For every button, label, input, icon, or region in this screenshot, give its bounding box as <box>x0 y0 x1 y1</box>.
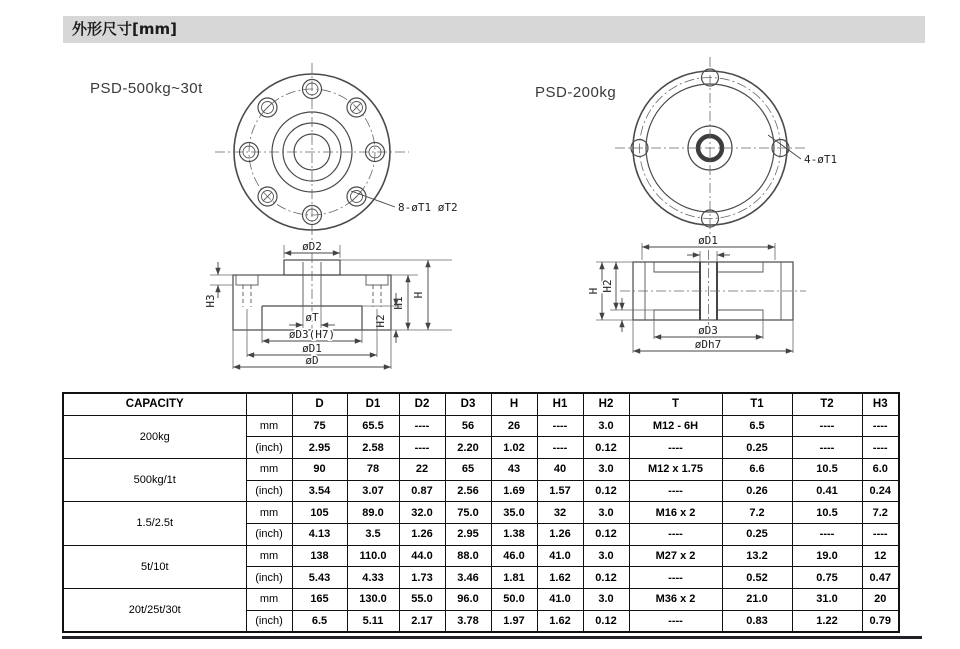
unit-cell: mm <box>246 458 292 480</box>
cell: 1.57 <box>537 480 583 502</box>
cell: 0.47 <box>862 567 899 589</box>
cell: 3.78 <box>445 610 491 632</box>
cell: 88.0 <box>445 545 491 567</box>
cell: 0.41 <box>792 480 862 502</box>
dim-label-h: H <box>412 291 425 299</box>
cell: 2.20 <box>445 437 491 459</box>
cell: 12 <box>862 545 899 567</box>
cell: 0.83 <box>722 610 792 632</box>
drawing-title-left: PSD-500kg~30t <box>90 80 203 97</box>
cell: 6.6 <box>722 458 792 480</box>
col-header-t1: T1 <box>722 393 792 415</box>
col-header-d2: D2 <box>399 393 445 415</box>
dim-label-d1: øD1 <box>698 234 718 247</box>
cell: 105 <box>292 502 347 524</box>
col-header-t2: T2 <box>792 393 862 415</box>
cell: 65.5 <box>347 415 399 437</box>
cell: 4.33 <box>347 567 399 589</box>
dim-label-h2: H2 <box>374 314 387 328</box>
cell: 3.07 <box>347 480 399 502</box>
col-header-h3: H3 <box>862 393 899 415</box>
cell: 2.58 <box>347 437 399 459</box>
cell: 0.12 <box>583 437 629 459</box>
cell: 41.0 <box>537 589 583 611</box>
top-view-flange-4hole <box>615 57 837 243</box>
table-row <box>63 545 899 567</box>
cell: ---- <box>629 610 722 632</box>
col-header-d: D <box>292 393 347 415</box>
cell: 1.62 <box>537 567 583 589</box>
cell: 32 <box>537 502 583 524</box>
cell: 3.54 <box>292 480 347 502</box>
cell: 0.24 <box>862 480 899 502</box>
cell: 3.5 <box>347 523 399 545</box>
cell: 1.73 <box>399 567 445 589</box>
dim-label-t: øT <box>305 311 319 324</box>
cell: 2.95 <box>445 523 491 545</box>
col-header-d1: D1 <box>347 393 399 415</box>
cell: 10.5 <box>792 458 862 480</box>
cell: 35.0 <box>491 502 537 524</box>
cell: 31.0 <box>792 589 862 611</box>
cell: 6.5 <box>292 610 347 632</box>
dim-label-h: H <box>587 287 600 295</box>
cell: 65 <box>445 458 491 480</box>
cell: 0.87 <box>399 480 445 502</box>
cell: ---- <box>862 523 899 545</box>
col-header-t: T <box>629 393 722 415</box>
col-header-d3: D3 <box>445 393 491 415</box>
cell: 22 <box>399 458 445 480</box>
dim-label-d3: øD3 <box>698 324 718 337</box>
cell: 43 <box>491 458 537 480</box>
cell: 7.2 <box>862 502 899 524</box>
capacity-cell: 500kg/1t <box>63 458 246 501</box>
cell: 78 <box>347 458 399 480</box>
cell: 75.0 <box>445 502 491 524</box>
cell: 50.0 <box>491 589 537 611</box>
dim-label-h1: H1 <box>392 296 405 310</box>
cell: ---- <box>629 523 722 545</box>
col-header-h2: H2 <box>583 393 629 415</box>
col-header-unit <box>246 393 292 415</box>
cell: ---- <box>792 523 862 545</box>
cell: 55.0 <box>399 589 445 611</box>
dimension-drawing-left <box>70 55 470 385</box>
cell: 0.52 <box>722 567 792 589</box>
cell: 1.38 <box>491 523 537 545</box>
cell: 13.2 <box>722 545 792 567</box>
cell: 1.22 <box>792 610 862 632</box>
section-title: 外形尺寸[mm] <box>72 20 177 38</box>
cell: ---- <box>629 437 722 459</box>
dim-label-h2: H2 <box>601 279 614 293</box>
cell: 89.0 <box>347 502 399 524</box>
dimensions-table <box>62 392 900 633</box>
cell: 21.0 <box>722 589 792 611</box>
cell: 5.11 <box>347 610 399 632</box>
cell: 3.0 <box>583 415 629 437</box>
dim-label-d: øD <box>305 354 319 367</box>
unit-cell: (inch) <box>246 610 292 632</box>
cell: 1.62 <box>537 610 583 632</box>
cell: 0.75 <box>792 567 862 589</box>
bottom-rule <box>62 636 922 639</box>
cell: ---- <box>862 437 899 459</box>
unit-cell: mm <box>246 502 292 524</box>
dim-label-d2: øD2 <box>302 240 322 253</box>
cell: 138 <box>292 545 347 567</box>
cell: ---- <box>537 437 583 459</box>
unit-cell: mm <box>246 589 292 611</box>
cell: M16 x 2 <box>629 502 722 524</box>
dimension-drawing-right <box>525 55 925 365</box>
cell: 1.26 <box>537 523 583 545</box>
unit-cell: (inch) <box>246 567 292 589</box>
cell: 44.0 <box>399 545 445 567</box>
side-view-cell <box>587 234 806 353</box>
table-row <box>63 589 899 611</box>
col-header-h1: H1 <box>537 393 583 415</box>
cell: 0.12 <box>583 523 629 545</box>
cell: 26 <box>491 415 537 437</box>
capacity-cell: 200kg <box>63 415 246 458</box>
cell: 19.0 <box>792 545 862 567</box>
cell: M27 x 2 <box>629 545 722 567</box>
unit-cell: (inch) <box>246 437 292 459</box>
cell: ---- <box>537 415 583 437</box>
table-row <box>63 415 899 437</box>
cell: 2.95 <box>292 437 347 459</box>
cell: 0.26 <box>722 480 792 502</box>
cell: 96.0 <box>445 589 491 611</box>
cell: ---- <box>792 415 862 437</box>
cell: M36 x 2 <box>629 589 722 611</box>
dim-label-d3: øD3(H7) <box>288 328 336 341</box>
unit-cell: (inch) <box>246 480 292 502</box>
hole-callout-right: 4-øT1 <box>804 153 838 166</box>
cell: 75 <box>292 415 347 437</box>
cell: 90 <box>292 458 347 480</box>
cell: 0.12 <box>583 480 629 502</box>
cell: M12 - 6H <box>629 415 722 437</box>
capacity-cell: 5t/10t <box>63 545 246 588</box>
cell: ---- <box>862 415 899 437</box>
cell: 6.5 <box>722 415 792 437</box>
cell: 56 <box>445 415 491 437</box>
cell: 4.13 <box>292 523 347 545</box>
cell: 0.12 <box>583 567 629 589</box>
cell: 1.26 <box>399 523 445 545</box>
cell: ---- <box>629 567 722 589</box>
cell: 32.0 <box>399 502 445 524</box>
cell: 1.69 <box>491 480 537 502</box>
cell: 3.0 <box>583 545 629 567</box>
capacity-cell: 1.5/2.5t <box>63 502 246 545</box>
cell: 2.56 <box>445 480 491 502</box>
cell: 20 <box>862 589 899 611</box>
cell: 0.25 <box>722 437 792 459</box>
dim-label-dh7: øDh7 <box>694 338 722 351</box>
unit-cell: (inch) <box>246 523 292 545</box>
cell: 10.5 <box>792 502 862 524</box>
col-header-h: H <box>491 393 537 415</box>
cell: 0.12 <box>583 610 629 632</box>
section-header <box>63 16 925 43</box>
top-view-flange-8hole <box>215 63 458 248</box>
cell: 0.79 <box>862 610 899 632</box>
cell: 110.0 <box>347 545 399 567</box>
cell: M12 x 1.75 <box>629 458 722 480</box>
cell: ---- <box>792 437 862 459</box>
drawing-title-right: PSD-200kg <box>535 84 617 101</box>
cell: 46.0 <box>491 545 537 567</box>
cell: 2.17 <box>399 610 445 632</box>
cell: 41.0 <box>537 545 583 567</box>
cell: 3.0 <box>583 589 629 611</box>
col-header-capacity: CAPACITY <box>63 393 246 415</box>
table-row <box>63 502 899 524</box>
dim-label-h3: H3 <box>204 294 217 308</box>
cell: 130.0 <box>347 589 399 611</box>
cell: 1.02 <box>491 437 537 459</box>
cell: ---- <box>399 437 445 459</box>
cell: 1.97 <box>491 610 537 632</box>
table-row <box>63 458 899 480</box>
side-view-flange <box>204 240 452 369</box>
cell: ---- <box>629 480 722 502</box>
cell: 7.2 <box>722 502 792 524</box>
cell: 1.81 <box>491 567 537 589</box>
unit-cell: mm <box>246 415 292 437</box>
cell: ---- <box>399 415 445 437</box>
cell: 0.25 <box>722 523 792 545</box>
capacity-cell: 20t/25t/30t <box>63 589 246 633</box>
cell: 40 <box>537 458 583 480</box>
cell: 165 <box>292 589 347 611</box>
cell: 3.0 <box>583 502 629 524</box>
hole-callout-left: 8-øT1 øT2 <box>398 201 458 214</box>
cell: 3.0 <box>583 458 629 480</box>
unit-cell: mm <box>246 545 292 567</box>
dim-label-d1: øD1 <box>302 342 322 355</box>
cell: 3.46 <box>445 567 491 589</box>
table-header-row <box>63 393 899 415</box>
cell: 6.0 <box>862 458 899 480</box>
cell: 5.43 <box>292 567 347 589</box>
